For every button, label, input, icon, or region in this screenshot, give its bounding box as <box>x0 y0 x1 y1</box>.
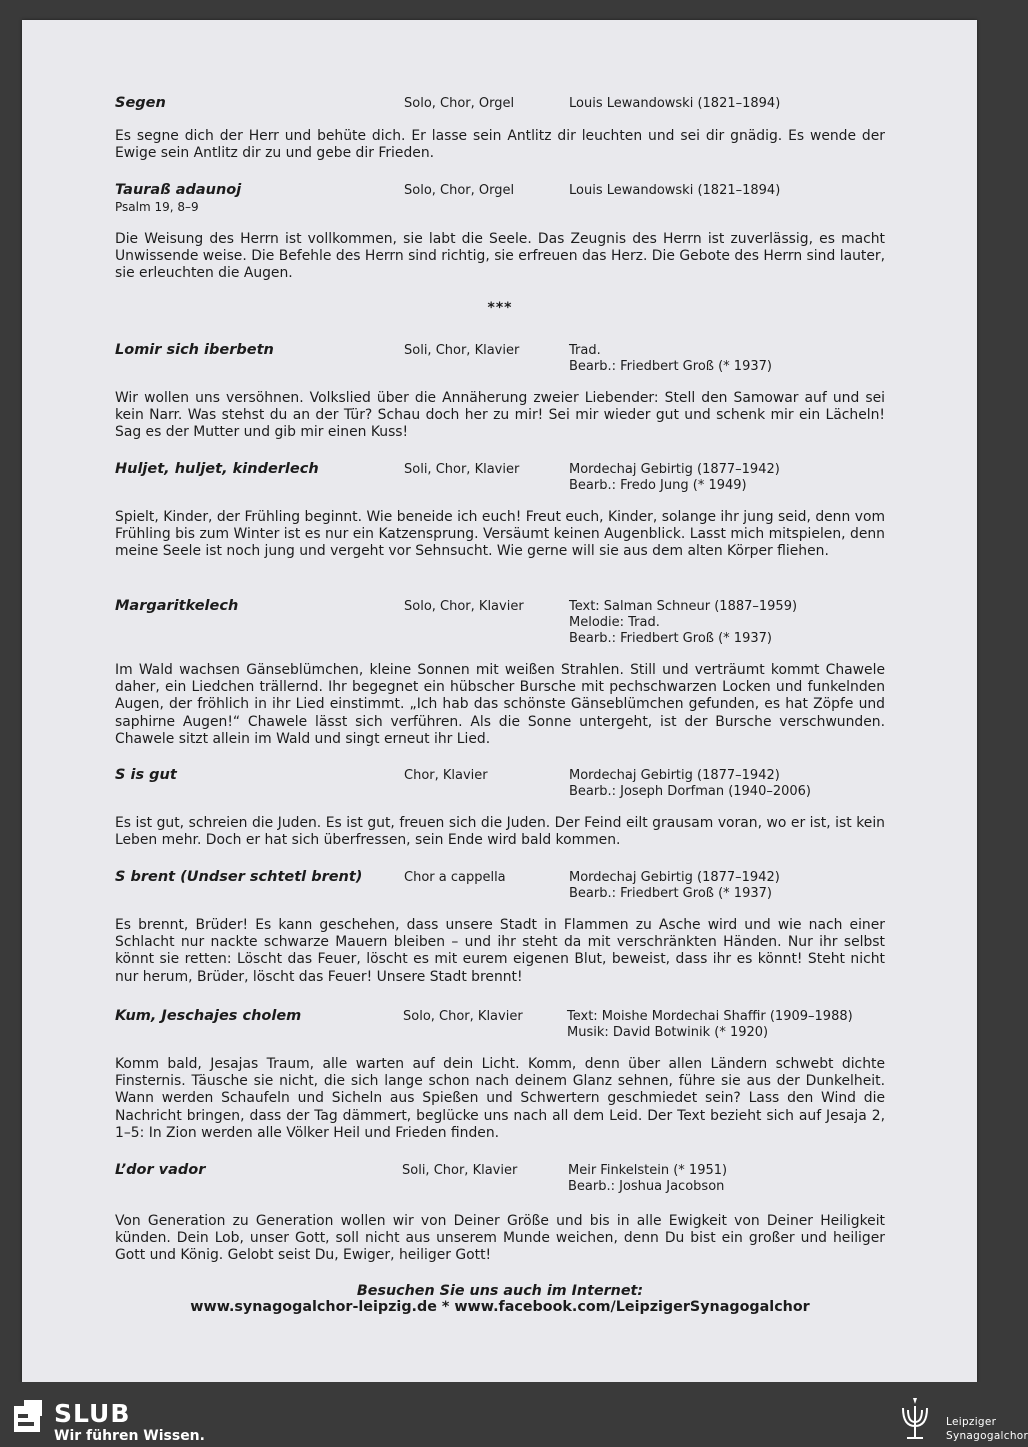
slub-logo-icon <box>12 1400 42 1432</box>
piece-title: S brent (Undser schtetl brent) <box>115 869 363 885</box>
credit-line: Bearb.: Friedbert Groß (* 1937) <box>569 631 772 646</box>
piece-title: Margaritkelech <box>115 598 239 614</box>
credit-line: Melodie: Trad. <box>569 615 660 630</box>
slub-tagline: Wir führen Wissen. <box>54 1428 205 1444</box>
piece-scoring: Solo, Chor, Klavier <box>403 1009 523 1024</box>
piece-description: Es brennt, Brüder! Es kann geschehen, dass unsere Stadt in Flammen zu Asche wird und wie nach einer Schlacht nur nackte schwarze Mauern bleiben – und ihr steht da mit verschränkten Händen. Nur ihr selbst könnt sie retten: Löscht das Feuer, löscht es mit eurem eigenen Blut, beweist, dass ihr es könnt! Steht nicht nur herum, Brüder, löscht das Feuer! Unsere Stadt brennt! <box>115 917 885 985</box>
piece-scoring: Chor a cappella <box>404 870 506 885</box>
piece-scoring: Solo, Chor, Klavier <box>404 599 524 614</box>
piece-description: Die Weisung des Herrn ist vollkommen, sie labt die Seele. Das Zeugnis des Herrn ist zuverlässig, es macht Unwissende weise. Die Befehle des Herrn sind richtig, sie erfreuen das Herz. Die Gebote des Herrn sind lauter, sie erleuchten die Augen. <box>115 231 885 282</box>
piece-credits <box>569 767 811 799</box>
credit-line: Bearb.: Joseph Dorfman (1940–2006) <box>569 784 812 799</box>
credit-line: Bearb.: Joshua Jacobson <box>568 1179 725 1194</box>
piece-credits <box>569 461 780 493</box>
piece-title: Tauraß adaunoj <box>115 182 242 198</box>
credit-line: Louis Lewandowski (1821–1894) <box>569 183 781 198</box>
piece-credits <box>569 342 772 374</box>
credit-line: Trad. <box>569 343 601 358</box>
piece-credits <box>569 869 780 901</box>
piece-scoring: Soli, Chor, Klavier <box>404 462 520 477</box>
section-separator: *** <box>487 300 513 316</box>
footer-invitation: Besuchen Sie uns auch im Internet: <box>356 1283 644 1299</box>
piece-title: Kum, Jeschajes cholem <box>115 1008 302 1024</box>
credit-line: Text: Salman Schneur (1887–1959) <box>569 599 798 614</box>
credit-line: Text: Moishe Mordechai Shaffir (1909–1988) <box>567 1009 853 1024</box>
piece-scoring: Soli, Chor, Klavier <box>402 1163 518 1178</box>
piece-credits <box>568 1162 727 1194</box>
piece-description: Komm bald, Jesajas Traum, alle warten auf dein Licht. Komm, denn über allen Ländern schwebt dichte Finsternis. Täusche sie nicht, die sich lange schon nach deinem Glanz sehnen, führe sie aus der Dunkelheit. Wann werden Schaufeln und Sicheln aus Spießen und Schwertern geschmiedet sein? Lass den Wind die Nachricht bringen, dass der Tag dämmert, beglücke uns nach all dem Leid. Der Text bezieht sich auf Jesaja 2, 1–5: In Zion werden alle Völker Heil und Frieden finden. <box>115 1056 885 1141</box>
credit-line: Mordechaj Gebirtig (1877–1942) <box>569 768 780 783</box>
credit-line: Bearb.: Fredo Jung (* 1949) <box>569 478 747 493</box>
credit-line: Meir Finkelstein (* 1951) <box>568 1163 728 1178</box>
piece-scoring: Solo, Chor, Orgel <box>404 96 515 111</box>
menorah-logo-icon <box>895 1398 935 1444</box>
piece-description: Von Generation zu Generation wollen wir von Deiner Größe und bis in alle Ewigkeit von Deiner Heiligkeit künden. Dein Lob, unser Gott, soll nicht aus unserem Munde weichen, denn Du bist ein großer und heiliger Gott und König. Gelobt seist Du, Ewiger, heiliger Gott! <box>115 1213 885 1264</box>
piece-scoring: Chor, Klavier <box>404 768 488 783</box>
piece-title: S is gut <box>115 767 177 783</box>
piece-title: Segen <box>115 95 166 111</box>
credit-line: Musik: David Botwinik (* 1920) <box>567 1025 769 1040</box>
credit-line: Mordechaj Gebirtig (1877–1942) <box>569 870 780 885</box>
choir-name-line1: Leipziger <box>946 1416 997 1428</box>
piece-title: Huljet, huljet, kinderlech <box>115 461 319 477</box>
credit-line: Bearb.: Friedbert Groß (* 1937) <box>569 886 772 901</box>
piece-description: Es ist gut, schreien die Juden. Es ist gut, freuen sich die Juden. Der Feind eilt grausam voran, wo er ist, ist kein Leben mehr. Doch er hat sich überfressen, sein Ende wird bald kommen. <box>115 815 885 849</box>
piece-description: Im Wald wachsen Gänseblümchen, kleine Sonnen mit weißen Strahlen. Still und verträumt kommt Chawele daher, ein Liedchen trällernd. Ihr begegnet ein hübscher Bursche mit pechschwarzen Locken und funkelnden Augen, der fröhlich in ihr Lied einstimmt. „Ich hab das schönste Gänseblümchen gefunden, es hat Zöpfe und saphirne Augen!“ Chawele lässt sich verführen. Als die Sonne untergeht, ist der Bursche verschwunden. Chawele sitzt allein im Wald und singt erneut ihr Lied. <box>115 662 885 747</box>
piece-scoring: Solo, Chor, Orgel <box>404 183 515 198</box>
footer-links[interactable]: www.synagogalchor-leipzig.de * www.facebook.com/LeipzigerSynagogalchor <box>190 1299 810 1315</box>
piece-title: L’dor vador <box>115 1162 206 1178</box>
choir-name-line2: Synagogalchor <box>946 1430 1028 1442</box>
credit-line: Louis Lewandowski (1821–1894) <box>569 96 781 111</box>
slub-name: SLUB <box>54 1399 131 1428</box>
credit-line: Mordechaj Gebirtig (1877–1942) <box>569 462 780 477</box>
piece-description: Spielt, Kinder, der Frühling beginnt. Wie beneide ich euch! Freut euch, Kinder, solange ihr jung seid, denn vom Frühling bis zum Winter ist es nur ein Katzensprung. Versäumt keinen Augenblick. Lasst mich mitspielen, denn meine Seele ist noch jung und vergeht vor Sehnsucht. Wie gerne will sie aus dem alten Körper fliehen. <box>115 509 885 560</box>
piece-credits <box>569 598 797 646</box>
credit-line: Bearb.: Friedbert Groß (* 1937) <box>569 359 772 374</box>
piece-credits <box>569 182 780 198</box>
piece-subtitle: Psalm 19, 8–9 <box>115 200 199 214</box>
piece-credits <box>569 95 780 111</box>
piece-credits <box>567 1008 853 1040</box>
piece-title: Lomir sich iberbetn <box>115 342 274 358</box>
website-footer <box>0 1283 1000 1315</box>
piece-description: Es segne dich der Herr und behüte dich. Er lasse sein Antlitz dir leuchten und sei dir gnädig. Es wende der Ewige sein Antlitz dir zu und gebe dir Frieden. <box>115 128 885 162</box>
piece-scoring: Soli, Chor, Klavier <box>404 343 520 358</box>
piece-description: Wir wollen uns versöhnen. Volkslied über die Annäherung zweier Liebender: Stell den Samowar auf und sei kein Narr. Was stehst du an der Tür? Schau doch her zu mir! Sei mir wieder gut und schenk mir ein Lächeln! Sag es der Mutter und gib mir einen Kuss! <box>115 390 885 441</box>
